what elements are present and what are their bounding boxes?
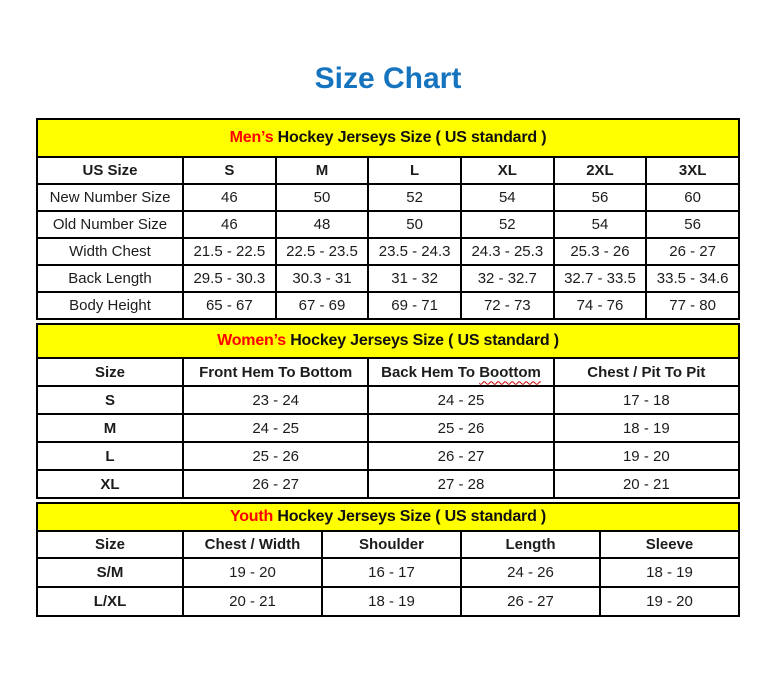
women-banner-highlight: Women’s — [217, 332, 286, 349]
men-value-cell: 50 — [276, 184, 369, 211]
youth-value-cell: 20 - 21 — [183, 587, 322, 616]
page-title: Size Chart — [314, 62, 462, 95]
men-column-header: XL — [461, 157, 554, 184]
women-value-cell: 17 - 18 — [554, 386, 739, 414]
men-value-cell: 54 — [461, 184, 554, 211]
men-table-row — [37, 211, 739, 238]
men-banner-row — [37, 119, 739, 157]
men-value-cell: 26 - 27 — [646, 238, 739, 265]
women-value-cell: 26 - 27 — [183, 470, 368, 498]
women-header-row — [37, 358, 739, 386]
men-value-cell: 65 - 67 — [183, 292, 276, 319]
women-row-label: M — [37, 414, 183, 442]
men-section-banner — [37, 119, 739, 157]
women-section-banner — [37, 324, 739, 358]
men-column-header: L — [368, 157, 461, 184]
men-value-cell: 48 — [276, 211, 369, 238]
youth-table-row — [37, 587, 739, 616]
youth-banner-text: Hockey Jerseys Size ( US standard ) — [273, 508, 547, 525]
women-column-header-text: Back Hem To — [381, 363, 480, 381]
men-value-cell: 31 - 32 — [368, 265, 461, 292]
women-row-label: L — [37, 442, 183, 470]
misspelled-word: Boottom — [479, 363, 541, 381]
youth-value-cell: 24 - 26 — [461, 558, 600, 587]
men-value-cell: 46 — [183, 184, 276, 211]
women-table-row — [37, 470, 739, 498]
women-value-cell: 25 - 26 — [368, 414, 553, 442]
size-tables-container — [36, 118, 740, 617]
men-row-label: Old Number Size — [37, 211, 183, 238]
men-banner-highlight: Men’s — [229, 129, 274, 146]
men-value-cell: 60 — [646, 184, 739, 211]
men-column-header: US Size — [37, 157, 183, 184]
women-value-cell: 27 - 28 — [368, 470, 553, 498]
youth-column-header: Shoulder — [322, 531, 461, 558]
youth-value-cell: 18 - 19 — [322, 587, 461, 616]
women-value-cell: 24 - 25 — [368, 386, 553, 414]
men-value-cell: 23.5 - 24.3 — [368, 238, 461, 265]
youth-value-cell: 16 - 17 — [322, 558, 461, 587]
women-value-cell: 25 - 26 — [183, 442, 368, 470]
youth-value-cell: 19 - 20 — [183, 558, 322, 587]
youth-value-cell: 19 - 20 — [600, 587, 739, 616]
men-value-cell: 69 - 71 — [368, 292, 461, 319]
women-value-cell: 23 - 24 — [183, 386, 368, 414]
youth-section-banner — [37, 503, 739, 531]
women-column-header: Size — [37, 358, 183, 386]
women-row-label: S — [37, 386, 183, 414]
women-column-header: Front Hem To Bottom — [183, 358, 368, 386]
men-value-cell: 67 - 69 — [276, 292, 369, 319]
men-value-cell: 52 — [461, 211, 554, 238]
youth-column-header: Sleeve — [600, 531, 739, 558]
men-value-cell: 21.5 - 22.5 — [183, 238, 276, 265]
men-table-row — [37, 184, 739, 211]
men-value-cell: 32 - 32.7 — [461, 265, 554, 292]
women-value-cell: 20 - 21 — [554, 470, 739, 498]
youth-row-label: L/XL — [37, 587, 183, 616]
youth-value-cell: 26 - 27 — [461, 587, 600, 616]
men-value-cell: 77 - 80 — [646, 292, 739, 319]
youth-banner-highlight: Youth — [229, 508, 274, 525]
youth-value-cell: 18 - 19 — [600, 558, 739, 587]
men-value-cell: 50 — [368, 211, 461, 238]
men-value-cell: 74 - 76 — [554, 292, 647, 319]
men-row-label: New Number Size — [37, 184, 183, 211]
youth-column-header: Length — [461, 531, 600, 558]
men-value-cell: 72 - 73 — [461, 292, 554, 319]
men-value-cell: 25.3 - 26 — [554, 238, 647, 265]
women-table-row — [37, 442, 739, 470]
youth-header-row — [37, 531, 739, 558]
men-column-header: 2XL — [554, 157, 647, 184]
men-row-label: Back Length — [37, 265, 183, 292]
women-banner-row — [37, 324, 739, 358]
men-value-cell: 52 — [368, 184, 461, 211]
men-banner-text: Hockey Jerseys Size ( US standard ) — [273, 129, 547, 146]
women-column-header — [368, 358, 553, 386]
men-value-cell: 24.3 - 25.3 — [461, 238, 554, 265]
men-value-cell: 46 — [183, 211, 276, 238]
men-value-cell: 33.5 - 34.6 — [646, 265, 739, 292]
youth-size-table — [36, 502, 740, 617]
youth-table-row — [37, 558, 739, 587]
men-row-label: Body Height — [37, 292, 183, 319]
men-value-cell: 22.5 - 23.5 — [276, 238, 369, 265]
women-value-cell: 19 - 20 — [554, 442, 739, 470]
men-value-cell: 56 — [646, 211, 739, 238]
women-value-cell: 24 - 25 — [183, 414, 368, 442]
men-value-cell: 32.7 - 33.5 — [554, 265, 647, 292]
women-row-label: XL — [37, 470, 183, 498]
men-column-header: S — [183, 157, 276, 184]
youth-row-label: S/M — [37, 558, 183, 587]
men-table-row — [37, 292, 739, 319]
womens-size-table — [36, 323, 740, 499]
men-value-cell: 29.5 - 30.3 — [183, 265, 276, 292]
men-column-header: M — [276, 157, 369, 184]
men-table-row — [37, 238, 739, 265]
women-table-row — [37, 414, 739, 442]
mens-size-table — [36, 118, 740, 320]
youth-banner-row — [37, 503, 739, 531]
men-value-cell: 30.3 - 31 — [276, 265, 369, 292]
women-banner-text: Hockey Jerseys Size ( US standard ) — [285, 332, 559, 349]
men-header-row — [37, 157, 739, 184]
women-value-cell: 26 - 27 — [368, 442, 553, 470]
men-table-row — [37, 265, 739, 292]
women-value-cell: 18 - 19 — [554, 414, 739, 442]
men-row-label: Width Chest — [37, 238, 183, 265]
women-table-row — [37, 386, 739, 414]
men-value-cell: 56 — [554, 184, 647, 211]
men-value-cell: 54 — [554, 211, 647, 238]
men-column-header: 3XL — [646, 157, 739, 184]
women-column-header: Chest / Pit To Pit — [554, 358, 739, 386]
youth-column-header: Chest / Width — [183, 531, 322, 558]
youth-column-header: Size — [37, 531, 183, 558]
